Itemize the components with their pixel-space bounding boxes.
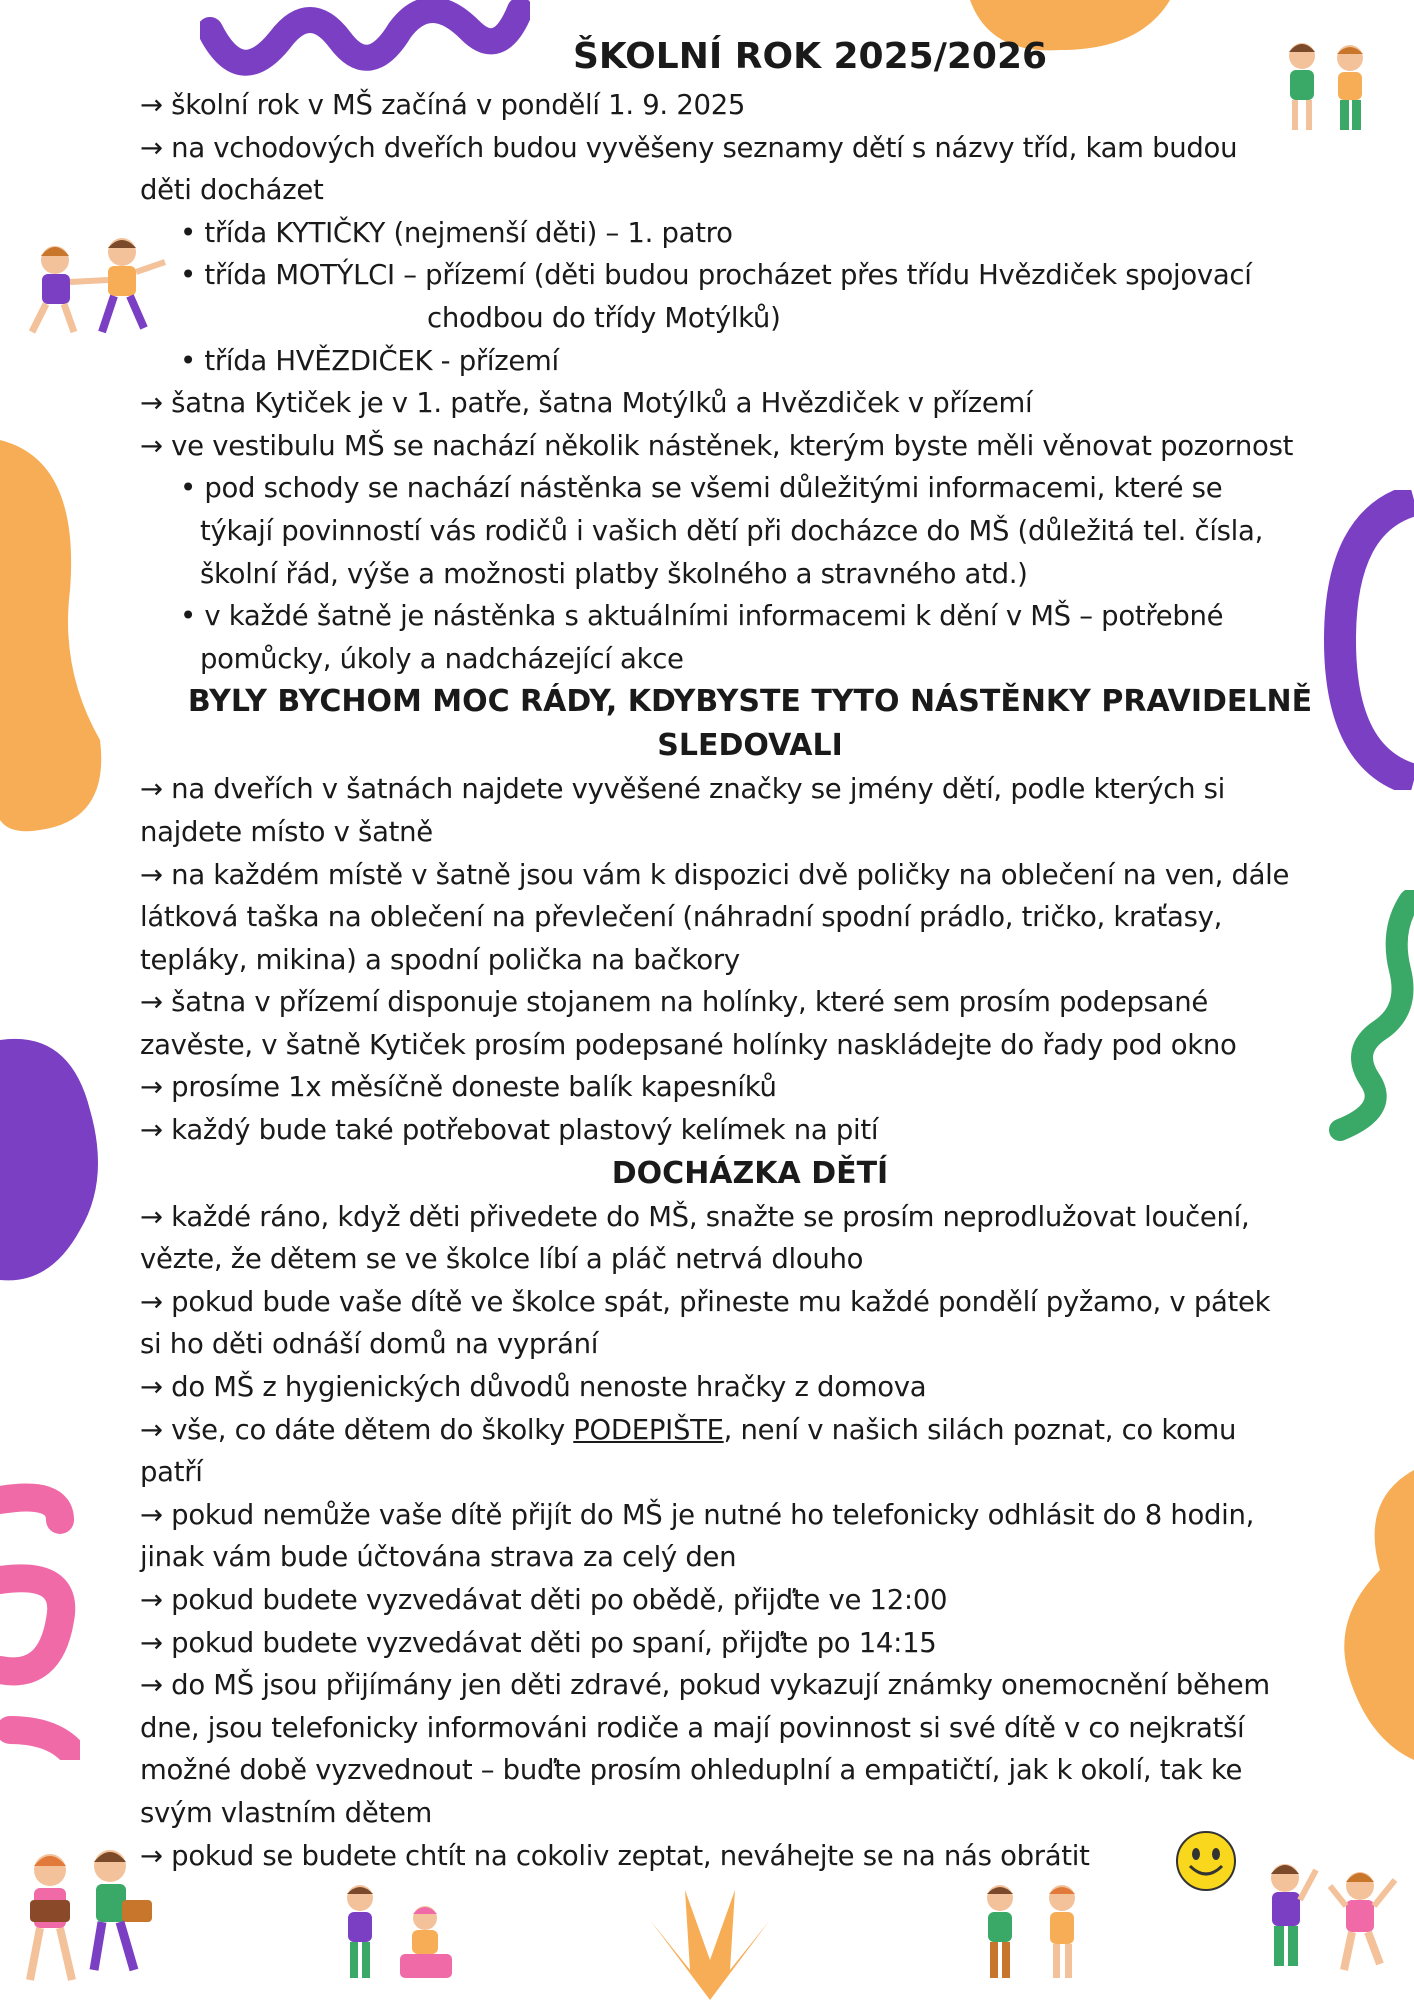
document-body [140,30,1360,1877]
text-line: tepláky, mikina) a spodní polička na bačkory [140,943,740,976]
orange-burst-bottom [630,1880,790,2000]
text-line: možné době vyzvednout – buďte prosím ohleduplní a empatičtí, jak k okolí, tak ke [140,1754,1243,1787]
text-line: dne, jsou telefonicky informováni rodiče a mají povinnost si své dítě v co nejkratší [140,1711,1245,1744]
text-line: → každý bude také potřebovat plastový kelímek na pití [140,1114,879,1147]
text-line: → pokud budete vyzvedávat děti po spaní, přijďte po 14:15 [140,1626,937,1659]
pink-squiggle-left [0,1480,80,1760]
bullet-item: • v každé šatně je nástěnka s aktuálními informacemi k dění v MŠ – potřebné [180,600,1224,633]
bullet-item-continuation: pomůcky, úkoly a nadcházející akce [200,642,684,675]
text-line: svým vlastním dětem [140,1796,433,1829]
text-line: → na dveřích v šatnách najdete vyvěšené značky se jmény dětí, podle kterých si [140,773,1226,806]
text-line: děti docházet [140,174,324,207]
section-heading-attendance: DOCHÁZKA DĚTÍ [611,1155,889,1191]
text-line: patří [140,1456,203,1489]
text-line: → každé ráno, když děti přivedete do MŠ, snažte se prosím neprodlužovat loučení, [140,1200,1250,1233]
text-segment: → vše, co dáte dětem do školky [140,1413,574,1446]
bullet-item-continuation: chodbou do třídy Motýlků) [427,301,781,334]
text-line: → do MŠ z hygienických důvodů nenoste hračky z domova [140,1371,927,1404]
kids-talking-icon [970,1880,1100,1990]
bullet-item: • třída HVĚZDIČEK - přízemí [180,344,559,377]
text-line: → šatna v přízemí disponuje stojanem na holínky, které sem prosím podepsané [140,986,1208,1019]
page-title: ŠKOLNÍ ROK 2025/2026 [572,36,1048,77]
section-heading [140,680,1360,768]
text-line: → školní rok v MŠ začíná v pondělí 1. 9. 2025 [140,89,746,121]
bullet-item: • pod schody se nachází nástěnka se všemi důležitými informacemi, které se [180,472,1223,505]
text-line: → pokud bude vaše dítě ve školce spát, přineste mu každé pondělí pyžamo, v pátek [140,1285,1271,1318]
text-line [140,1409,1360,1452]
bullet-item: • třída KYTIČKY (nejmenší děti) – 1. patro [180,216,733,249]
bullet-item-continuation: školní řád, výše a možnosti platby školného a stravného atd.) [200,557,1028,590]
text-line: zavěste, v šatně Kytiček prosím podepsané holínky naskládejte do řady pod okno [140,1028,1237,1061]
text-line: látková taška na oblečení na převlečení (náhradní spodní prádlo, tričko, kraťasy, [140,901,1223,934]
orange-blob-left [0,440,110,840]
text-line: → pokud nemůže vaše dítě přijít do MŠ je nutné ho telefonicky odhlásit do 8 hodin, [140,1498,1255,1531]
text-line: → ve vestibulu MŠ se nachází několik nástěnek, kterým byste měli věnovat pozornost [140,429,1294,462]
text-line: vězte, že dětem se ve školce líbí a pláč netrvá dlouho [140,1243,864,1276]
text-line: → na vchodových dveřích budou vyvěšeny seznamy dětí s názvy tříd, kam budou [140,131,1238,164]
text-line: najdete místo v šatně [140,815,433,848]
text-line: si ho děti odnáší domů na vyprání [140,1328,599,1361]
text-line: → na každém místě v šatně jsou vám k dispozici dvě poličky na oblečení na ven, dále [140,858,1290,891]
kids-sitting-icon [330,1880,460,1990]
purple-blob-left [0,1030,120,1290]
bullet-item: • třída MOTÝLCI – přízemí (děti budou procházet přes třídu Hvězdiček spojovací [180,259,1252,292]
text-segment: , není v našich silách poznat, co komu [723,1413,1237,1446]
text-line: → šatna Kytiček je v 1. patře, šatna Motýlků a Hvězdiček v přízemí [140,387,1033,420]
text-line: jinak vám bude účtována strava za celý den [140,1541,737,1574]
underlined-emphasis: PODEPIŠTE [573,1413,724,1446]
text-line: → prosíme 1x měsíčně doneste balík kapesníků [140,1071,777,1104]
text-line: → pokud budete vyzvedávat děti po obědě, přijďte ve 12:00 [140,1584,948,1616]
text-line: → pokud se budete chtít na cokoliv zeptat, neváhejte se na nás obrátit [140,1839,1090,1872]
section-heading-line1: BYLY BYCHOM MOC RÁDY, KDYBYSTE TYTO NÁSTĚNKY PRAVIDELNĚ [187,684,1313,720]
section-heading-line2: SLEDOVALI [657,728,843,764]
text-line: → do MŠ jsou přijímány jen děti zdravé, pokud vykazují známky onemocnění během [140,1669,1270,1702]
bullet-item-continuation: týkají povinností vás rodičů i vašich dětí při docházce do MŠ (důležitá tel. čísla, [200,514,1264,547]
